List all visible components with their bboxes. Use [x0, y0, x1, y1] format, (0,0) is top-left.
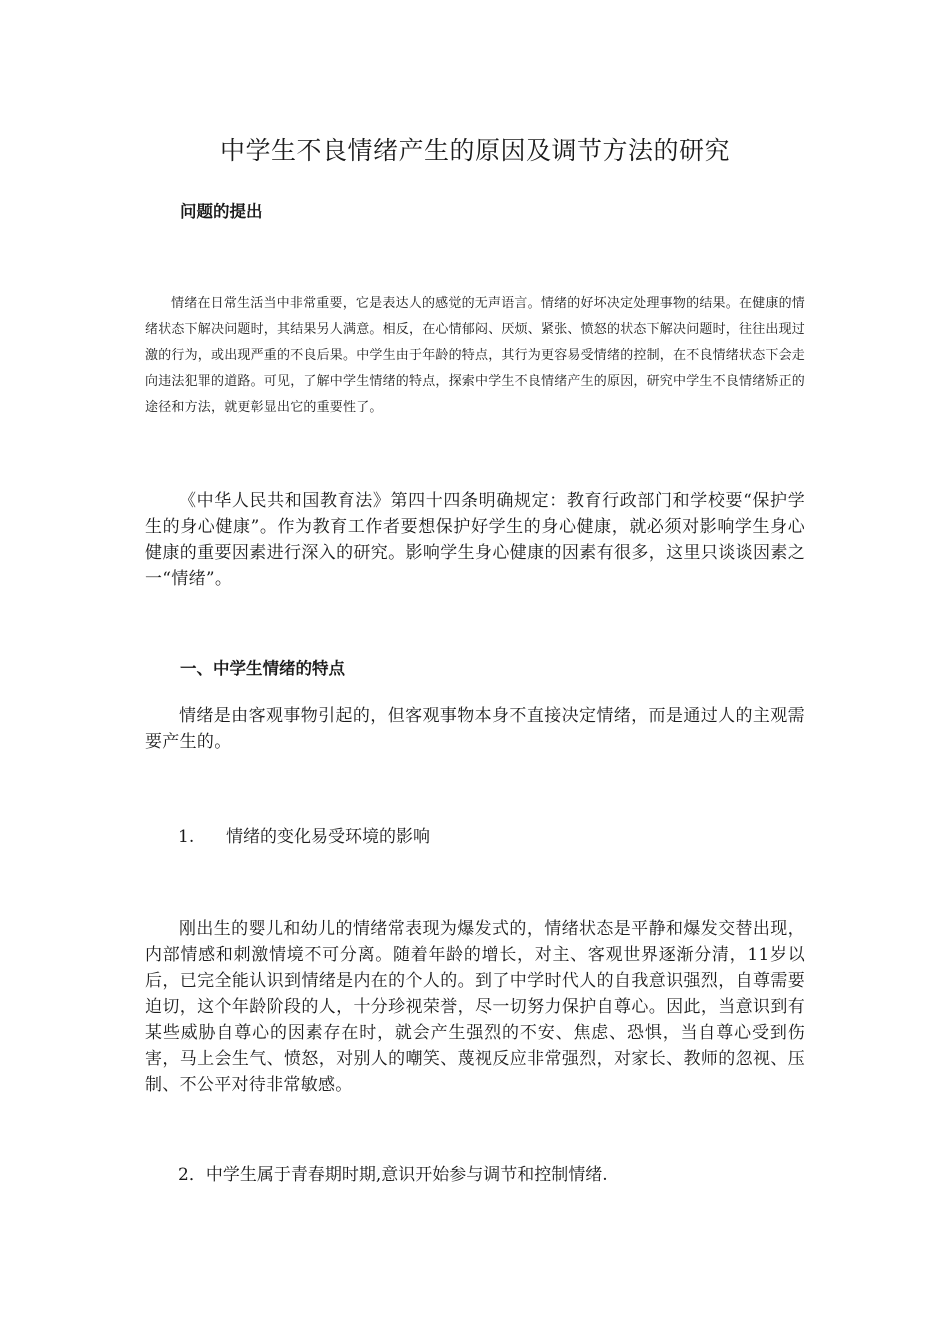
section-heading-1: 一、中学生情绪的特点 [180, 659, 345, 678]
intro-paragraph: 情绪在日常生活当中非常重要，它是表达人的感觉的无声语言。情绪的好坏决定处理事物的结果。在健康的情绪状态下解决问题时，其结果另人满意。相反，在心情郁闷、厌烦、紧张、愤怒的状态下解决问题时，往往出现过激的行为，或出现严重的不良后果。中学生由于年龄的特点，其行为更容易受情绪的控制，在不良情绪状态下会走向违法犯罪的道路。可见，了解中学生情绪的特点，探索中学生不良情绪产生的原因，研究中学生不良情绪矫正的途径和方法，就更彰显出它的重要性了。 [145, 296, 806, 415]
law-paragraph: 《中华人民共和国教育法》第四十四条明确规定：教育行政部门和学校要“保护学生的身心健康”。作为教育工作者要想保护好学生的身心健康，就必须对影响学生身心健康的重要因素进行深入的研究。影响学生身心健康的因素有很多，这里只谈谈因素之一“情绪”。 [145, 491, 805, 589]
item1-paragraph: 刚出生的婴儿和幼儿的情绪常表现为爆发式的，情绪状态是平静和爆发交替出现，内部情感和刺激情境不可分离。随着年龄的增长，对主、客观世界逐渐分清，11岁以后，已完全能认识到情绪是内在的个人的。到了中学时代人的自我意识强烈，自尊需要迫切，这个年龄阶段的人，十分珍视荣誉，尽一切努力保护自尊心。因此，当意识到有某些威胁自尊心的因素存在时，就会产生强烈的不安、焦虑、恐惧，当自尊心受到伤害，马上会生气、愤怒，对别人的嘲笑、蔑视反应非常强烈，对家长、教师的忽视、压制、不公平对待非常敏感。 [145, 919, 805, 1095]
list-item-2: 2．中学生属于青春期时期,意识开始参与调节和控制情绪. [178, 1165, 608, 1185]
document-title: 中学生不良情绪产生的原因及调节方法的研究 [219, 136, 730, 165]
section-heading-intro: 问题的提出 [180, 202, 263, 221]
list-item-1 [178, 824, 430, 850]
section1-paragraph: 情绪是由客观事物引起的，但客观事物本身不直接决定情绪，而是通过人的主观需要产生的。 [145, 706, 805, 752]
list-item-1-number: 1. [178, 827, 195, 847]
list-item-1-text: 情绪的变化易受环境的影响 [226, 827, 430, 847]
